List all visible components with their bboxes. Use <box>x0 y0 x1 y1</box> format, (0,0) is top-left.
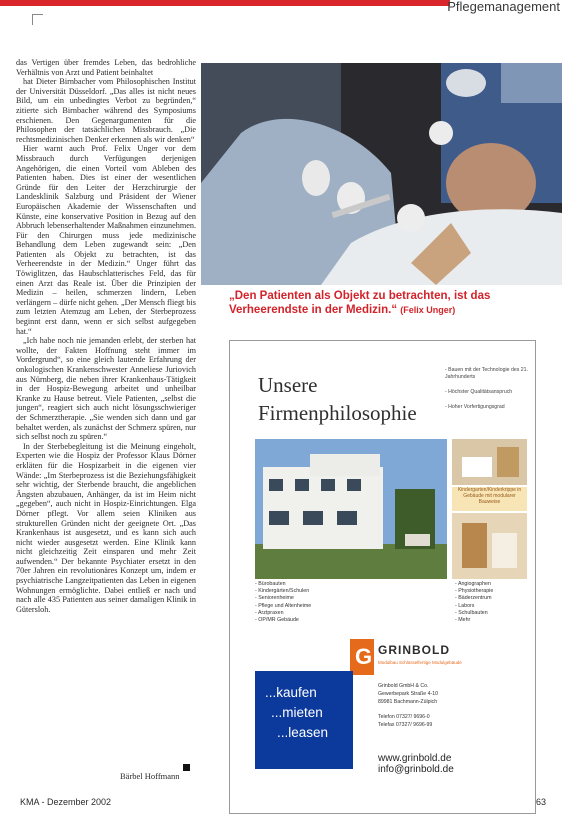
offer-box <box>255 671 353 769</box>
ad-list-item: - Arztpraxen <box>255 609 284 616</box>
ad-bullets <box>445 367 530 419</box>
paragraph: Hier warnt auch Prof. Felix Unger vor dem Missbrauch durch Verfügungen derjenigen Angehörigen, die einen Vorteil vom Ableben des Patienten haben. Dies ist einer der wesentlichen Gründe für den Leiter der Herzchirurgie der Landesklinik Salzburg und Präsident der Wiener Europäischen Akademie der Wissenschaften und Künste, eine konservative Position in Bezug auf den Abbruch lebenserhaltender Maßnahmen einzunehmen. Für den Chirurgen muss jede medizinische Behandlung dem Leben zugewandt sein: „Den Patienten als Objekt zu betrachten, ist das Verheerendste in der Medizin.“ Unger führt das Töwiglitzen, das Haubschlatterisches Feld, das für einen Arzt das Reale ist. Über die Prinzipien der Medizin – heilen, schmerzen lindern, Leben verlängern – dürfe nicht gehen. „Der Mensch fliegt bis zum letzten Atemzug am Leben, der Sterbeprozess beginnt erst dann, wenn er sich selbst aufgegeben hat.“ <box>16 144 196 336</box>
offer-word: ...kaufen <box>265 685 317 700</box>
offer-word: ...mieten <box>271 705 323 720</box>
interior-caption: Kindergarten/Kinderkrippe in Gebäude mit modularer Bauweise <box>452 487 527 511</box>
end-mark <box>183 764 190 771</box>
corridor-photo <box>452 513 527 579</box>
building-photo <box>255 439 447 579</box>
ad-list-item: - Bäderzentrum <box>455 595 492 602</box>
photo-caption <box>229 289 559 317</box>
ad-list-item: - Mehr <box>455 617 471 624</box>
advertisement <box>229 340 536 814</box>
company-address <box>378 683 438 730</box>
ad-list-item: - Bürobauten <box>255 581 286 587</box>
paragraph: hat Dieter Birnbacher vom Philosophischen Institut der Universität Düsseldorf. „Das alles ist nicht neues Bild, um ein unbedingtes Verbot zu begründen,“ zitierte sich Birnbacher während des Symposiums erschienen. Den Gegenargumenten für die Philosophen der tatsächlichen Missbrauch. „Die rechtsmedizinischen Denker erkennen als wir denken“ <box>16 77 196 144</box>
ad-list-item: - Angiographen <box>455 581 491 587</box>
paragraph: „Ich habe noch nie jemanden erlebt, der sterben hat wollte, der Fakten Hoffnung steht immer im Vordergrund“, so eine gleich lautende Erfahrung der onkologischen Krankenschwester Anneliese Juriovich aus Nürnberg, die neben ihrer Krankenhaus-Tätigkeit in der Hospiz-Bewegung arbeitet und unheilbar Kranke zu Hause betreut. Viele Patienten, „selbst die jungen“, reagiert sich auch nicht lösungsschwieriger der Schmerztherapie. „Sie wenden sich dann und gar behaltet werden, als zunächst der Schmerz spüren, nur sich selbst noch zu spüren.“ <box>16 336 196 442</box>
paragraph: In der Sterbebegleitung ist die Meinung eingeholt, Experten wie die Hospiz der Professor Klaus Dörner erkläten für die Hospizarbeit in die eigenen vier Wände: „Im Sterbeprozess ist die Beziehungsfähigkeit sehr wichtig, der Sterbende braucht, die angeblichen Ängsten abzubauen, Anhänger, da ist im Heim nicht „gegeben“, auch nicht in Hospiz-Einrichtungen. Elga Dörner pflegt. Vor allem seien Kliniken aus strukturellen Gründen nicht der geeignete Ort. „Das Krankenhaus ist ausgesetzt, und es kann sich auch nicht wieder ausgesetzt werden. Eine Klinik kann nicht gleichzeitig Zeit einsparen und mehr Zeit aufwenden.“ Der bekannte Psychiater ersetzt in den 70er Jahren ein revolutionäres Konzept um, indem er psychiatrische Langzeitpatienten das Leben in eigenen Wohnungen ermöglichte. Dabei entließ er nach und nach alle 435 Patienten aus seiner damaligen Klinik in Gütersloh. <box>16 441 196 614</box>
footer-issue: KMA - Dezember 2002 <box>20 797 112 807</box>
caption-quote: „Den Patienten als Objekt zu betrachten, ist das Verheerendste in der Medizin.“ <box>229 290 491 316</box>
ad-list-item: - Pflege und Altenheime <box>255 602 312 609</box>
header-bar <box>0 0 450 6</box>
ad-bullet: - Bauen mit der Technologie des 21. Jahrhunderts <box>445 367 528 380</box>
author: Bärbel Hoffmann <box>120 771 180 781</box>
ad-title <box>258 371 417 427</box>
ad-list-item: - Seniorenheime <box>255 595 294 602</box>
address-line <box>378 706 438 714</box>
ad-list-item: - Kindergärten/Schulen <box>255 588 310 595</box>
ad-list-item: - OP/MR Gebäude <box>255 617 299 624</box>
email-link[interactable]: info@grinbold.de <box>378 764 454 775</box>
crop-mark <box>32 14 43 25</box>
ad-list-item: - Physiotherapie <box>455 588 494 595</box>
logo-name: GRINBOLD <box>378 643 450 657</box>
address-line: Grinbold GmbH & Co. <box>378 683 429 689</box>
page-number: 63 <box>536 797 547 807</box>
offer-word: ...leasen <box>277 725 329 740</box>
section-title: Pflegemanagement <box>447 0 560 14</box>
address-line: Gewerbepark Straße 4-10 <box>378 690 438 697</box>
ad-title-line: Unsere <box>258 373 318 397</box>
building-illustration <box>255 439 447 579</box>
website-link[interactable]: www.grinbold.de <box>378 753 452 764</box>
logo-g-icon: G <box>355 644 373 669</box>
ad-list-item: - Labors <box>455 602 475 609</box>
address-line: Telefon 07327/ 9696-0 <box>378 714 430 721</box>
surgery-illustration <box>201 63 562 285</box>
ad-title-line: Firmenphilosophie <box>258 401 417 425</box>
contact-web <box>378 753 454 775</box>
corridor-illustration <box>452 513 527 579</box>
ad-bullet: - Hoher Vorfertigungsgrad <box>445 404 505 410</box>
ad-list-right <box>455 581 533 624</box>
ad-list-left <box>255 581 355 624</box>
address-line: Telefax 07327/ 9696-99 <box>378 721 433 728</box>
interior-photo <box>452 439 527 485</box>
caption-credit: (Felix Unger) <box>400 305 456 315</box>
surgery-photo <box>201 63 562 285</box>
ad-list-item: - Schulbauten <box>455 609 488 616</box>
interior-illustration <box>452 439 527 485</box>
grinbold-logo <box>350 639 468 675</box>
article-column <box>16 58 196 768</box>
ad-bullet: - Höchster Qualitätsanspruch <box>445 389 513 395</box>
paragraph: das Vertigen über fremdes Leben, das bedrohliche Verhältnis von Arzt und Patient beinhaltet <box>16 58 196 77</box>
address-line: 89981 Bachmann-Zülpich <box>378 698 438 705</box>
logo-sub: Modulbau Schlüsselfertige Modulgebäude <box>378 660 462 665</box>
